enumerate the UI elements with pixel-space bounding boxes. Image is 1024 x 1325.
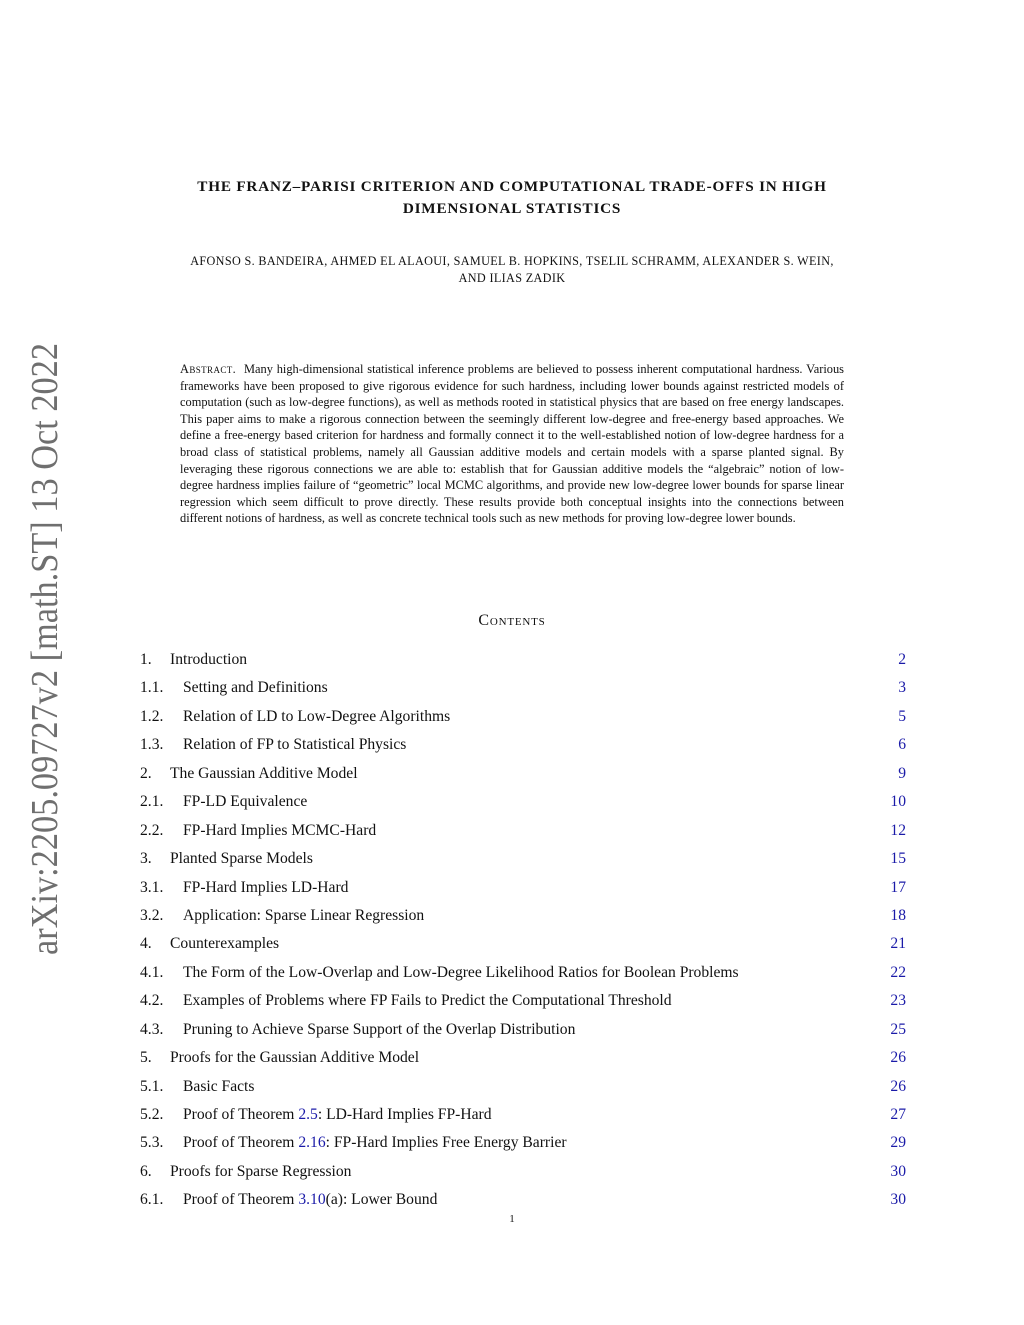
toc-section-entry[interactable] [140,648,906,676]
toc-entry-title-text: Examples of Problems where FP Fails to Predict the Computational Threshold [183,992,672,1010]
toc-subsection-entry[interactable] [140,1018,906,1046]
abstract [180,361,844,527]
toc-entry-title-text: The Gaussian Additive Model [170,764,358,782]
theorem-reference-link[interactable]: 2.5 [298,1106,318,1123]
toc-entry-number: 3.2. [140,906,164,924]
toc-entry-number: 1.2. [140,707,164,725]
toc-entry-title[interactable] [183,676,876,700]
toc-entry-number: 2.2. [140,821,164,839]
toc-entry-title-text: The Form of the Low-Overlap and Low-Degree Likelihood Ratios for Boolean Problems [183,963,739,981]
toc-subsection-entry[interactable] [140,876,906,904]
toc-entry-title[interactable] [170,1046,876,1070]
paper-title-line-1: THE FRANZ–PARISI CRITERION AND COMPUTATIONAL TRADE-OFFS IN HIGH [197,178,827,195]
toc-entry-title[interactable] [183,989,876,1013]
toc-page-link[interactable]: 23 [890,992,906,1010]
toc-subsection-entry[interactable] [140,904,906,932]
toc-entry-title-suffix: : LD-Hard Implies FP-Hard [317,1106,492,1123]
toc-subsection-entry[interactable] [140,1131,906,1159]
toc-entry-title[interactable] [183,904,876,928]
toc-page-link[interactable]: 10 [890,793,906,811]
toc-entry-title[interactable] [183,705,876,729]
table-of-contents [140,648,906,1217]
toc-entry-number: 1.3. [140,736,164,754]
abstract-heading: Abstract. [180,362,237,376]
toc-entry-title-text: Basic Facts [183,1077,255,1095]
toc-entry-number: 5.1. [140,1077,164,1095]
toc-page-link[interactable]: 29 [890,1134,906,1152]
arxiv-identifier-stamp: arXiv:2205.09727v2 [math.ST] 13 Oct 2022 [24,277,66,955]
toc-entry-title-suffix: (a): Lower Bound [325,1191,438,1209]
paper-title [110,176,914,220]
toc-entry-title[interactable] [183,1131,876,1155]
toc-entry-title-text: Proof of Theorem [183,1134,299,1152]
toc-entry-title-text: Proof of Theorem [183,1191,299,1209]
toc-subsection-entry[interactable] [140,1075,906,1103]
toc-subsection-entry[interactable] [140,1103,906,1131]
contents-heading: Contents [478,612,546,629]
toc-entry-title[interactable] [183,1188,876,1212]
toc-entry-number: 4. [140,935,152,953]
toc-entry-title[interactable] [183,1075,876,1099]
toc-subsection-entry[interactable] [140,819,906,847]
toc-entry-title[interactable] [170,1160,876,1184]
toc-subsection-entry[interactable] [140,961,906,989]
toc-page-link[interactable]: 25 [890,1020,906,1038]
theorem-reference-link[interactable]: 2.16 [298,1134,326,1152]
toc-page-link[interactable]: 18 [890,906,906,924]
toc-entry-number: 6.1. [140,1191,164,1209]
toc-subsection-entry[interactable] [140,733,906,761]
toc-entry-title-text: Setting and Definitions [183,679,328,697]
toc-entry-title[interactable] [183,961,876,985]
toc-entry-title[interactable] [183,876,876,900]
toc-page-link[interactable]: 15 [890,850,906,868]
toc-entry-number: 3.1. [140,878,164,896]
toc-entry-title[interactable] [183,1018,876,1042]
toc-entry-number: 5. [140,1049,152,1067]
toc-entry-title-text: Proofs for Sparse Regression [170,1162,352,1180]
toc-entry-number: 4.1. [140,963,164,981]
toc-subsection-entry[interactable] [140,676,906,704]
toc-page-link[interactable]: 6 [898,736,906,754]
toc-page-link[interactable]: 5 [898,707,906,725]
toc-entry-number: 2.1. [140,793,164,811]
toc-section-entry[interactable] [140,847,906,875]
toc-page-link[interactable]: 27 [890,1106,906,1123]
toc-entry-title-text: Application: Sparse Linear Regression [183,906,425,924]
toc-page-link[interactable]: 30 [890,1191,906,1209]
toc-entry-number: 6. [140,1162,152,1180]
toc-entry-number: 5.3. [140,1134,164,1152]
toc-entry-number: 4.3. [140,1020,164,1038]
toc-entry-title-text: Introduction [170,651,248,668]
author-list-line-1: AFONSO S. BANDEIRA, AHMED EL ALAOUI, SAMUEL B. HOPKINS, TSELIL SCHRAMM, ALEXANDER S. WEIN, [190,254,834,268]
author-list [110,253,914,287]
toc-entry-title-text: Relation of LD to Low-Degree Algorithms [183,707,451,725]
toc-page-link[interactable]: 2 [898,651,906,668]
toc-page-link[interactable]: 30 [890,1162,906,1180]
toc-subsection-entry[interactable] [140,705,906,733]
toc-page-link[interactable]: 9 [898,764,906,782]
toc-entry-title-text: Counterexamples [170,935,280,953]
toc-entry-title[interactable] [183,790,876,814]
toc-page-link[interactable]: 26 [890,1049,906,1067]
toc-subsection-entry[interactable] [140,989,906,1017]
arxiv-side-stamp [0,0,80,1325]
toc-entry-title-text: FP-LD Equivalence [183,793,308,811]
toc-entry-title-text: Proof of Theorem [183,1106,299,1123]
toc-entry-title[interactable] [183,819,876,843]
toc-page-link[interactable]: 21 [890,935,906,953]
toc-section-entry[interactable] [140,762,906,790]
toc-entry-title-text: Planted Sparse Models [170,850,313,868]
toc-entry-number: 2. [140,764,152,782]
toc-entry-title[interactable] [170,762,876,786]
paper-title-line-2: DIMENSIONAL STATISTICS [402,200,622,217]
page-number: 1 [509,1213,515,1225]
toc-section-entry[interactable] [140,932,906,960]
toc-page-link[interactable]: 22 [890,963,906,981]
abstract-text: Many high-dimensional statistical inference problems are believed to possess inherent computational hardness. Various frameworks have been proposed to give rigorous evidence for such hardness, including lower bounds against restricted models of computation (such as low-degree functions), as well as methods rooted in statistical physics that are based on free energy landscapes. This paper aims to make a rigorous connection between the seemingly different low-degree and free-energy based approaches. We define a free-energy based criterion for hardness and formally connect it to the well-established notion of low-degree hardness for a broad class of statistical problems, namely all Gaussian additive models and certain models with a sparse planted signal. By leveraging these rigorous connections we are able to: establish that for Gaussian additive models the “algebraic” notion of low-degree hardness implies failure of “geometric” local MCMC algorithms, and provide new low-degree lower bounds for sparse linear regression which seem difficult to prove directly. These results provide both conceptual insights into the connections between different notions of hardness, as well as concrete technical tools such as new methods for proving low-degree lower bounds. [180,362,844,526]
toc-entry-title-text: FP-Hard Implies MCMC-Hard [183,821,377,839]
toc-entry-title-text: FP-Hard Implies LD-Hard [183,878,349,896]
toc-entry-number: 1.1. [140,679,164,697]
toc-page-link[interactable]: 26 [890,1077,906,1095]
toc-entry-title[interactable] [183,733,876,757]
author-list-line-2: AND ILIAS ZADIK [458,271,566,285]
theorem-reference-link[interactable]: 3.10 [298,1191,326,1209]
toc-section-entry[interactable] [140,1160,906,1188]
toc-page-link[interactable]: 17 [890,878,906,896]
toc-entry-number: 5.2. [140,1106,164,1123]
toc-entry-title[interactable] [170,648,876,672]
toc-entry-number: 3. [140,850,152,868]
toc-page-link[interactable]: 12 [890,821,906,839]
toc-entry-number: 1. [140,651,152,668]
toc-page-link[interactable]: 3 [898,679,906,697]
toc-subsection-entry[interactable] [140,790,906,818]
toc-entry-title-text: Pruning to Achieve Sparse Support of the Overlap Distribution [183,1020,576,1038]
toc-entry-number: 4.2. [140,992,164,1010]
toc-entry-title-suffix: : FP-Hard Implies Free Energy Barrier [325,1134,567,1152]
toc-entry-title[interactable] [170,847,876,871]
toc-entry-title[interactable] [183,1103,876,1127]
toc-section-entry[interactable] [140,1046,906,1074]
toc-entry-title-text: Proofs for the Gaussian Additive Model [170,1049,420,1067]
toc-entry-title-text: Relation of FP to Statistical Physics [183,736,407,754]
toc-entry-title[interactable] [170,932,876,956]
